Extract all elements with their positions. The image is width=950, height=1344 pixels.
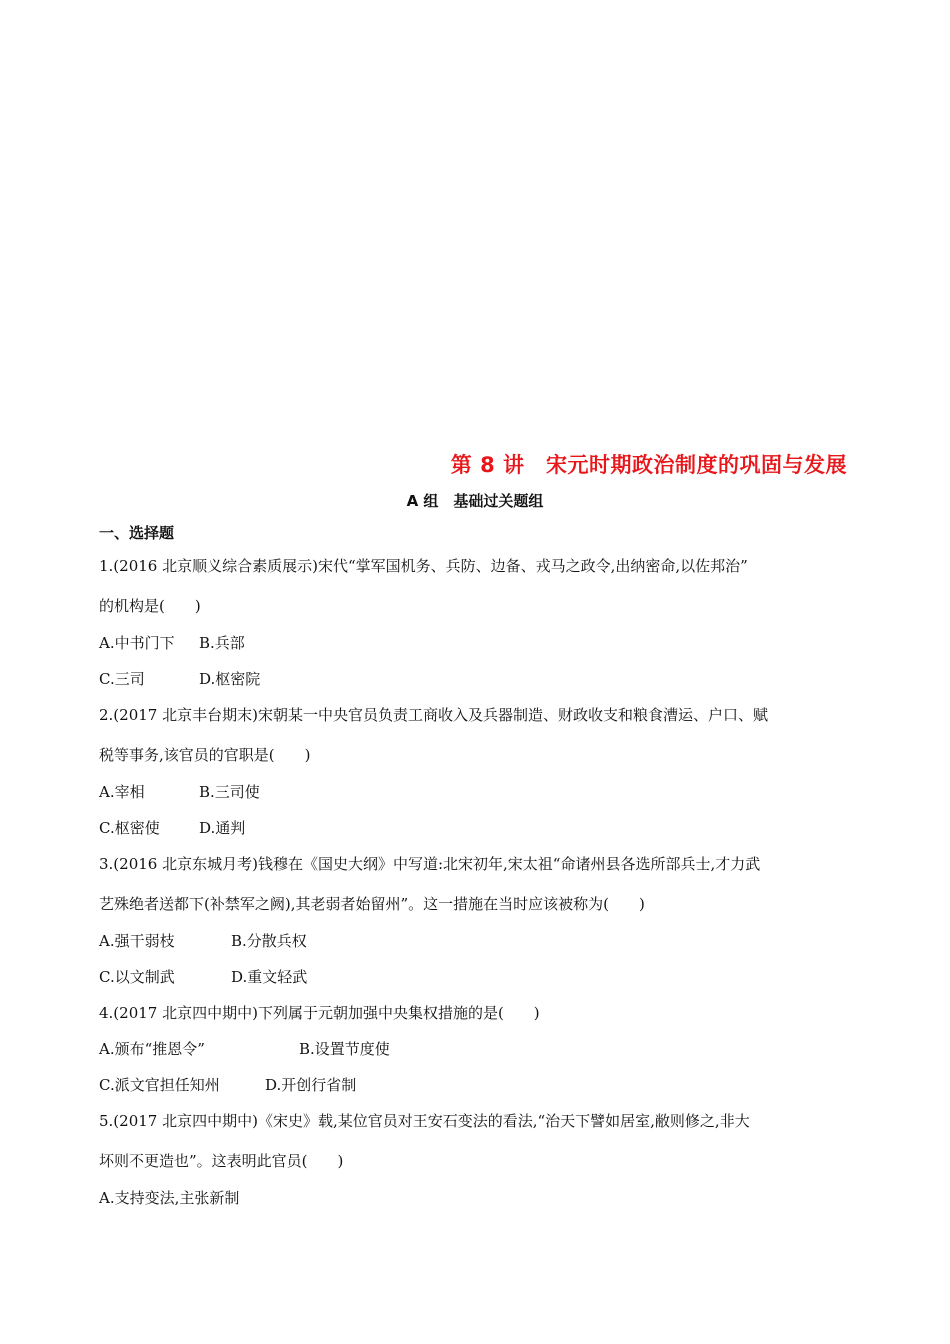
option-b: B.三司使 bbox=[199, 783, 260, 801]
section-title: 一、选择题 bbox=[99, 524, 175, 542]
option-c: C.派文官担任知州 bbox=[99, 1076, 220, 1094]
question-stem: 3.(2016 北京东城月考)钱穆在《国史大纲》中写道:北宋初年,宋太祖“命诸州县各选所部兵士,才力武 bbox=[99, 855, 761, 873]
option-c: C.三司 bbox=[99, 670, 145, 688]
question-stem: 艺殊绝者送都下(补禁军之阙),其老弱者始留州”。这一措施在当时应该被称为( ) bbox=[99, 895, 645, 913]
question-stem: 的机构是( ) bbox=[99, 597, 201, 615]
question-stem: 税等事务,该官员的官职是( ) bbox=[99, 746, 311, 764]
option-b: B.兵部 bbox=[199, 634, 245, 652]
option-a: A.支持变法,主张新制 bbox=[99, 1189, 240, 1207]
option-a: A.宰相 bbox=[99, 783, 145, 801]
question-stem: 1.(2016 北京顺义综合素质展示)宋代“掌军国机务、兵防、边备、戎马之政令,出纳密命,以佐邦治” bbox=[99, 557, 748, 575]
question-stem: 5.(2017 北京四中期中)《宋史》载,某位官员对王安石变法的看法,“治天下譬如居室,敝则修之,非大 bbox=[99, 1112, 750, 1130]
option-b: B.设置节度使 bbox=[299, 1040, 390, 1058]
option-d: D.重文轻武 bbox=[231, 968, 308, 986]
option-a: A.颁布“推恩令” bbox=[99, 1040, 205, 1058]
option-d: D.通判 bbox=[199, 819, 246, 837]
page-title: 第 8 讲 宋元时期政治制度的巩固与发展 bbox=[450, 453, 847, 477]
option-c: C.枢密使 bbox=[99, 819, 160, 837]
option-d: D.开创行省制 bbox=[265, 1076, 357, 1094]
group-title: A 组 基础过关题组 bbox=[406, 492, 544, 510]
option-a: A.中书门下 bbox=[99, 634, 175, 652]
option-b: B.分散兵权 bbox=[231, 932, 307, 950]
question-stem: 4.(2017 北京四中期中)下列属于元朝加强中央集权措施的是( ) bbox=[99, 1004, 540, 1022]
question-stem: 坏则不更造也”。这表明此官员( ) bbox=[99, 1152, 344, 1170]
option-a: A.强干弱枝 bbox=[99, 932, 175, 950]
option-c: C.以文制武 bbox=[99, 968, 175, 986]
question-stem: 2.(2017 北京丰台期末)宋朝某一中央官员负责工商收入及兵器制造、财政收支和粮食漕运、户口、赋 bbox=[99, 706, 768, 724]
option-d: D.枢密院 bbox=[199, 670, 261, 688]
